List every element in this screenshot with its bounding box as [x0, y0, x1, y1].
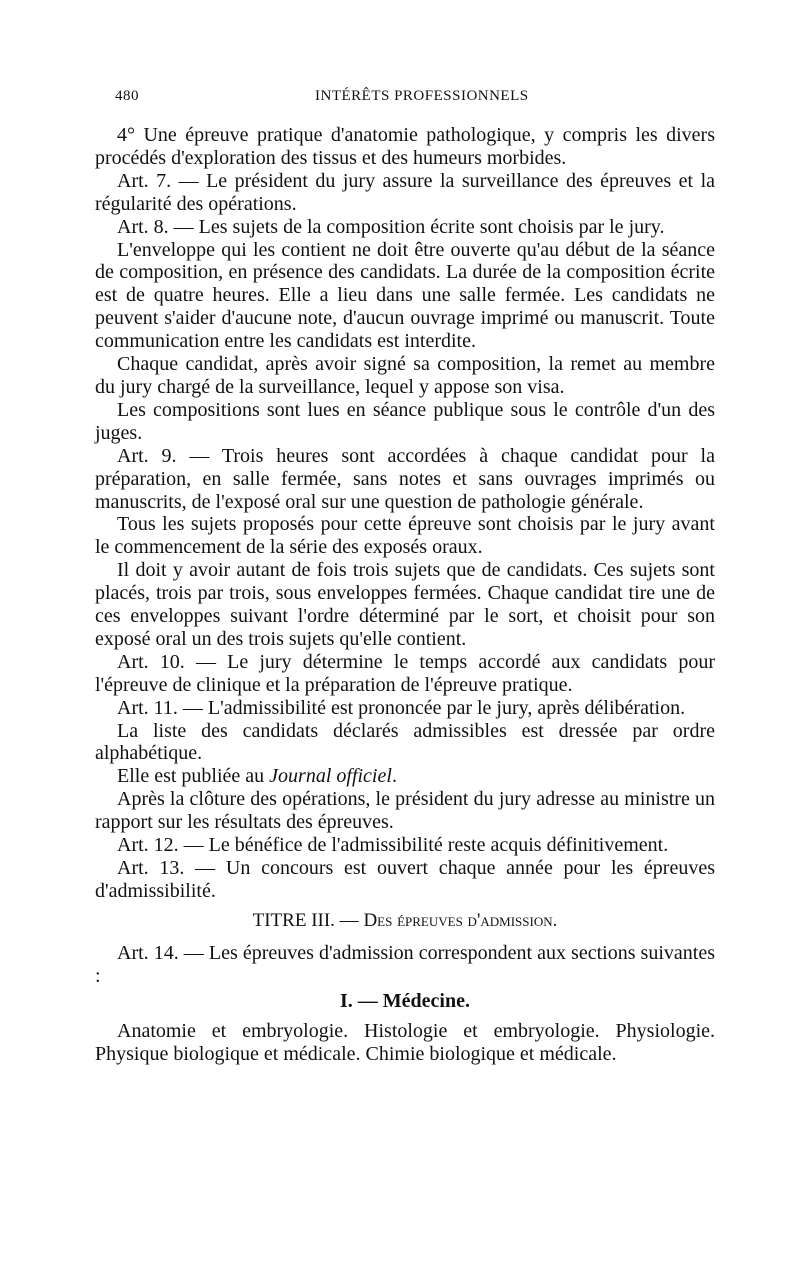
paragraph: 4° Une épreuve pratique d'anatomie pathologique, y compris les divers procédés d'exploration des tissus et des humeurs morbides.: [95, 124, 715, 169]
article-7: Art. 7. — Le président du jury assure la surveillance des épreuves et la régularité des opérations.: [95, 169, 715, 215]
text-run: .: [391, 765, 397, 788]
article-11: Art. 11. — L'admissibilité est prononcée par le jury, après délibération.: [117, 696, 686, 719]
section-heading: [95, 910, 715, 933]
subsection-heading: I. — Médecine.: [340, 989, 470, 1012]
paragraph: Il doit y avoir autant de fois trois sujets que de candidats. Ces sujets sont placés, trois par trois, sous enveloppes fermées. Chaque candidat tire une de ces enveloppes suivant l'ordre déterminé par le sort, et choisit pour son exposé oral un des trois sujets qu'elle contient.: [95, 559, 715, 650]
page-number: 480: [115, 88, 139, 104]
article-12: Art. 12. — Le bénéfice de l'admissibilité reste acquis définitivement.: [117, 834, 669, 857]
body-text: [95, 124, 715, 1066]
paragraph: Après la clôture des opérations, le président du jury adresse au ministre un rapport sur les résultats des épreuves.: [95, 788, 715, 834]
paragraph: L'enveloppe qui les contient ne doit être ouverte qu'au début de la séance de composition, en présence des candidats. La durée de la composition écrite est de quatre heures. Elle a lieu dans une salle fermée. Les candidats ne peuvent s'aider d'aucune note, d'aucun ouvrage imprimé ou manuscrit. Toute communication entre les candidats est interdite.: [95, 238, 715, 353]
text-run: Elle est publiée au: [117, 765, 270, 788]
paragraph: Tous les sujets proposés pour cette épreuve sont choisis par le jury avant le commencement de la série des exposés oraux.: [95, 513, 715, 559]
paragraph: Les compositions sont lues en séance publique sous le contrôle d'un des juges.: [95, 398, 715, 444]
paragraph: La liste des candidats déclarés admissibles est dressée par ordre alphabétique.: [95, 719, 715, 765]
paragraph: Chaque candidat, après avoir signé sa composition, la remet au membre du jury chargé de la surveillance, lequel y appose son visa.: [95, 353, 715, 398]
article-13: Art. 13. — Un concours est ouvert chaque année pour les épreuves d'admissibilité.: [95, 857, 715, 902]
article-10: Art. 10. — Le jury détermine le temps accordé aux candidats pour l'épreuve de clinique et la préparation de l'épreuve pratique.: [95, 650, 715, 696]
paragraph: [95, 765, 715, 788]
titre-label: TITRE III. —: [252, 909, 364, 931]
article-8: Art. 8. — Les sujets de la composition écrite sont choisis par le jury.: [117, 215, 665, 238]
page-header: [115, 88, 715, 112]
running-title: INTÉRÊTS PROFESSIONNELS: [315, 88, 529, 104]
journal-title: Journal officiel: [269, 765, 392, 788]
article-9: Art. 9. — Trois heures sont accordées à chaque candidat pour la préparation, en salle fermée, sans notes et sans ouvrages imprimés ou manuscrits, de l'exposé oral sur une question de pathologie générale.: [95, 444, 715, 513]
article-14: Art. 14. — Les épreuves d'admission correspondent aux sections suivantes :: [95, 941, 715, 987]
paragraph: Anatomie et embryologie. Histologie et embryologie. Physiologie. Physique biologique et médicale. Chimie biologique et médicale.: [95, 1020, 715, 1066]
titre-subtitle: Des épreuves d'admission.: [363, 909, 558, 931]
